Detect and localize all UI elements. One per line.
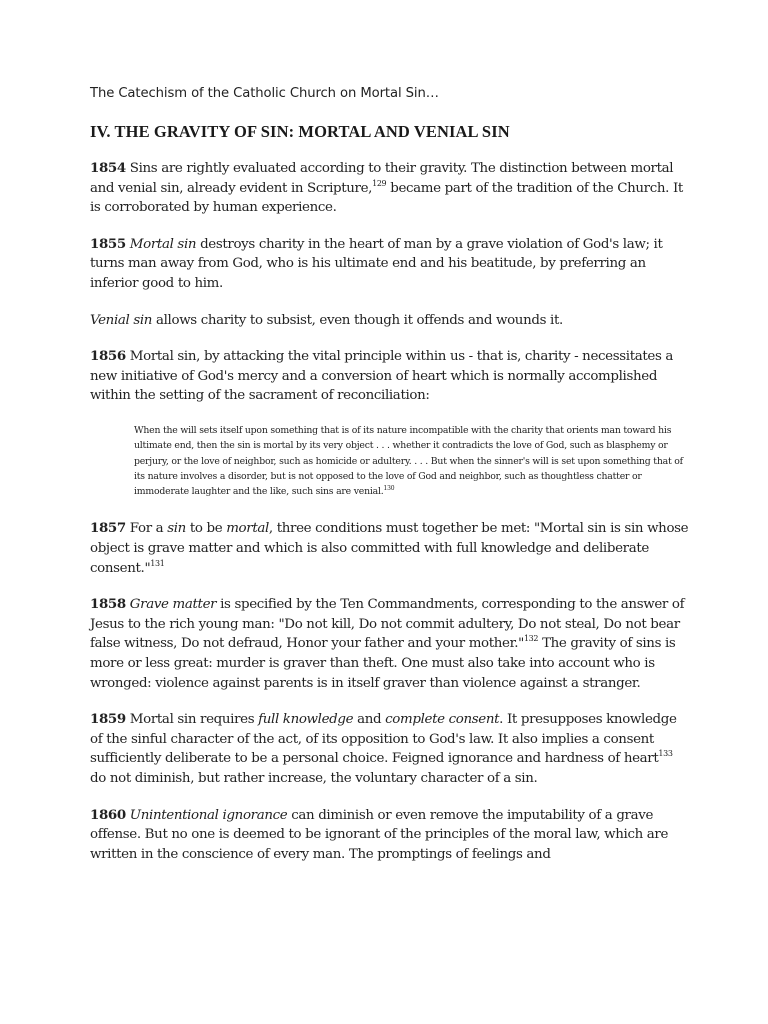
paragraph-number: 1857 [90,520,126,537]
footnote-ref: 130 [383,485,395,493]
term: Venial sin [90,312,153,328]
paragraph-1856: 1856 Mortal sin, by attacking the vital principle within us - that is, charity - necessitates a new initiative of God's mercy and a conversion of heart which is normally accomplished within the setting of the sacrament of reconciliation: [90,348,674,404]
block-quote: When the will sets itself upon something that is of its nature incompatible with the charity that orients man toward his ultimate end, then the sin is mortal by its very object . . . whether it contradicts the love of God, such as blasphemy or perjury, or the love of neighbor, such as homicide or adultery. . . . But when the sinner's will is set upon something that of its nature involves a disorder, but is not opposed to the love of God and neighbor, such as thoughtless chatter or immoderate laughter and the like, such sins are venial.$^{130}$ [134,424,683,498]
paragraph-number: 1858 [90,596,126,613]
term: Grave matter [129,597,217,613]
paragraph-number: 1854 [90,160,126,176]
paragraph-1855: 1855 Mortal sin destroys charity in the heart of man by a grave violation of God's law; it turns man away from God, who is his ultimate end and his beatitude, by preferring an inferior good to him. [90,235,663,291]
section-heading: IV. THE GRAVITY OF SIN: MORTAL AND VENIAL SIN [90,122,510,141]
paragraph-number: 1856 [90,348,126,365]
document-page [90,86,690,881]
footnote-ref: 129 [372,178,387,188]
paragraph-1854: 1854 Sins are rightly evaluated according to their gravity. The distinction between mortal and venial sin, already evident in Scripture,$^{129}$ became part of the tradition of the Church. It is corroborated by human experience. [90,160,683,216]
intro-line: The Catechism of the Catholic Church on Mortal Sin… [90,86,439,101]
paragraph-1860: 1860 Unintentional ignorance can diminish or even remove the imputability of a grave offense. But no one is deemed to be ignorant of the principles of the moral law, which are written in the conscience of every man. The promptings of feelings and [90,806,669,862]
paragraph-1857: 1857 For a sin to be mortal, three conditions must together be met: "Mortal sin is sin whose object is grave matter and which is also committed with full knowledge and deliberate consent."$^{131}$ [90,520,689,576]
footnote-ref: 132 [523,634,539,644]
footnote-ref: 131 [150,558,165,568]
term: Unintentional ignorance [129,807,288,823]
paragraph-number: 1860 [90,806,126,823]
paragraph-1858: 1858 Grave matter is specified by the Ten Commandments, corresponding to the answer of Jesus to the rich young man: "Do not kill, Do not commit adultery, Do not steal, Do not bear false witness, Do not defraud, Honor your father and your mother."$^{132}$ The gravity of sins is more or less great: murder is graver than theft. One must also take into account who is wronged: violence against parents is in itself graver than violence against a stranger. [90,596,685,691]
paragraph-number: 1855 [90,235,126,252]
paragraph-venial: Venial sin allows charity to subsist, even though it offends and wounds it. [90,312,563,328]
term: Mortal sin [129,236,197,252]
paragraph-number: 1859 [90,711,126,728]
paragraph-1859: 1859 Mortal sin requires full knowledge and complete consent. It presupposes knowledge of the sinful character of the act, of its opposition to God's law. It also implies a consent sufficiently deliberate to be a personal choice. Feigned ignorance and hardness of heart$^{133}$ do not diminish, but rather increase, the voluntary character of a sin. [90,711,677,786]
footnote-ref: 133 [658,749,673,759]
